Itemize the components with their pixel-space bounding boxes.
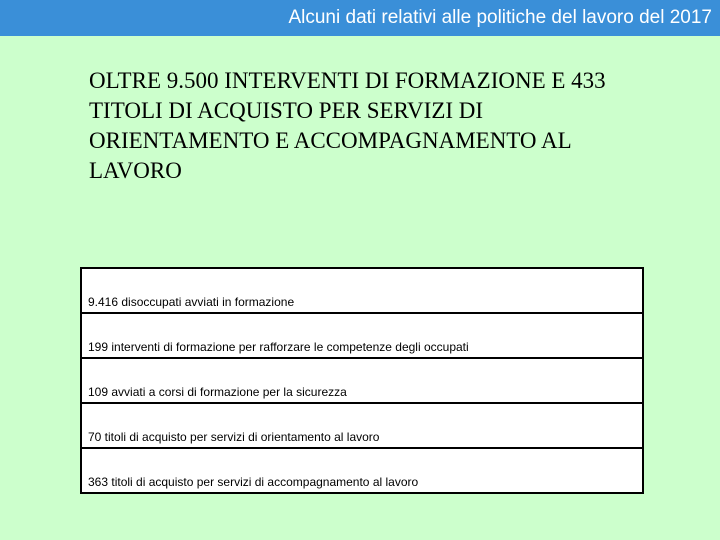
table-cell	[81, 358, 643, 403]
table-cell	[81, 448, 643, 493]
table-cell	[81, 313, 643, 358]
row-text: 9.416 disoccupati avviati in formazione	[88, 295, 295, 309]
title-bar	[0, 0, 720, 36]
row-text: 363 titoli di acquisto per servizi di accompagnamento al lavoro	[88, 475, 419, 489]
main-heading: OLTRE 9.500 INTERVENTI DI FORMAZIONE E 433 TITOLI DI ACQUISTO PER SERVIZI DI ORIENTAMENTO E ACCOMPAGNAMENTO AL LAVORO	[89, 68, 606, 183]
table-cell	[81, 268, 643, 313]
table-row	[81, 313, 643, 358]
table-row	[81, 403, 643, 448]
row-text: 70 titoli di acquisto per servizi di orientamento al lavoro	[88, 430, 380, 444]
row-text: 109 avviati a corsi di formazione per la sicurezza	[88, 385, 347, 399]
facts-table	[80, 267, 644, 494]
row-text: 199 interventi di formazione per rafforzare le competenze degli occupati	[88, 340, 469, 354]
table-row	[81, 448, 643, 493]
slide-title: Alcuni dati relativi alle politiche del lavoro del 2017	[288, 7, 712, 28]
table-row	[81, 268, 643, 313]
table-row	[81, 358, 643, 403]
table-cell	[81, 403, 643, 448]
